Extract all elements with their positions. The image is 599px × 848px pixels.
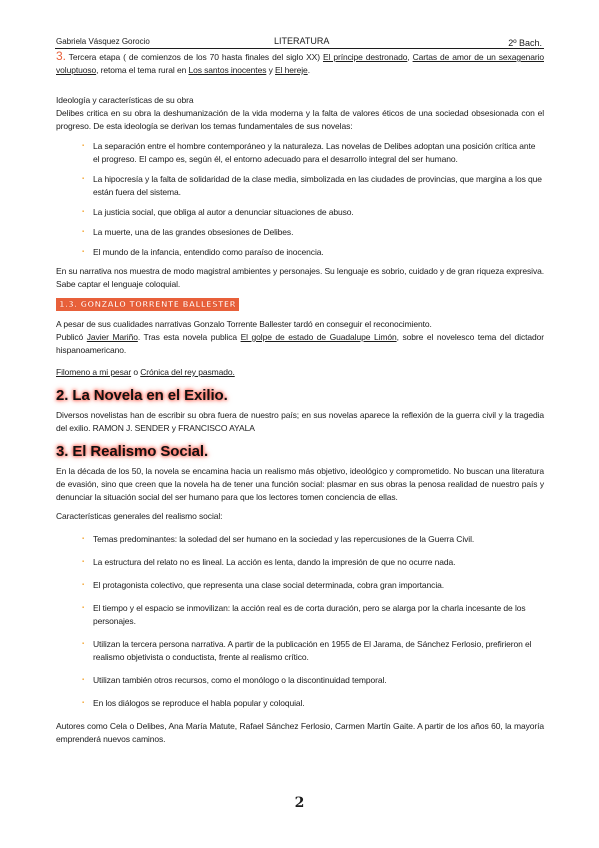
tercera-etapa-paragraph: [56, 50, 544, 77]
list-item: ▪ La separación entre el hombre contemporáneo y la naturaleza. Las novelas de Delibes adoptan una posición crítica ante el progreso. El campo es, según él, el entorno adecuado para el desarrollo integral del ser humano.: [56, 140, 544, 166]
text-run: , sobre el novelesco tema del dictador hispanoamericano.: [56, 332, 544, 355]
etapa-number: 3.: [56, 49, 66, 63]
torrente-heading: 1.3. GONZALO TORRENTE BALLESTER: [56, 298, 239, 311]
header-course: 2º Bach.: [508, 38, 542, 48]
separator: y: [266, 65, 276, 75]
ideologia-list: [56, 140, 544, 259]
header-subject: LITERATURA: [274, 36, 330, 46]
list-item: ▪ El tiempo y el espacio se inmovilizan: la acción real es de corta duración, pero se alarga por la charla incesante de los personajes.: [56, 602, 544, 628]
work-title: El príncipe destronado: [322, 52, 408, 62]
work-title: Crónica del rey pasmado.: [140, 367, 235, 377]
exilio-text: Diversos novelistas han de escribir su obra fuera de nuestro país; en sus novelas aparece la reflexión de la guerra civil y la tragedia del exilio. RAMON J. SENDER y FRANCISCO AYALA: [56, 410, 544, 433]
ideologia-intro: Delibes critica en su obra la deshumanización de la vida moderna y la falta de valores éticos de una sociedad obsesionada con el progreso. De esta ideología se derivan los temas fundamentales de sus novelas:: [56, 108, 544, 131]
list-item: ▪ El protagonista colectivo, que representa una clase social determinada, cobra gran importancia.: [56, 579, 544, 592]
text-run: o: [131, 367, 141, 377]
text-run: Publicó: [56, 332, 87, 342]
page-content: [56, 50, 544, 746]
realismo-closing: Autores como Cela o Delibes, Ana María Matute, Rafael Sánchez Ferlosio, Carmen Martín Gaite. A partir de los años 60, la mayoría emprenderá nuevos caminos.: [56, 721, 544, 744]
list-item: ▪ El mundo de la infancia, entendido como paraíso de inocencia.: [56, 246, 544, 259]
list-item: ▪ En los diálogos se reproduce el habla popular y coloquial.: [56, 697, 544, 710]
torrente-p1: A pesar de sus cualidades narrativas Gonzalo Torrente Ballester tardó en conseguir el reconocimiento.: [56, 319, 432, 329]
realismo-intro: En la década de los 50, la novela se encamina hacia un realismo más objetivo, ideológico y comprometido. No buscan una literatura de evasión, sino que creen que la novela ha de tener una función social: plasmar en sus obras la penosa realidad de nuestro país y denunciar la situación social del ser humano para que los lectores tomen conciencia de ellas.: [56, 466, 544, 502]
work-title: Cartas de amor de un sexagenario voluptuoso: [56, 52, 544, 75]
separator: ,: [407, 52, 413, 62]
page-number: 2: [294, 795, 305, 811]
torrente-p2: [56, 331, 544, 357]
text-run: . Tras esta novela publica: [137, 332, 241, 342]
work-title: Filomeno a mi pesar: [56, 367, 132, 377]
work-title: Los santos inocentes: [188, 65, 267, 75]
work-title: Javier Mariño: [86, 332, 138, 342]
header-rule: [55, 48, 544, 49]
separator: .: [307, 65, 310, 75]
work-title: El golpe de estado de Guadalupe Limón: [240, 332, 397, 342]
list-item: ▪ La justicia social, que obliga al autor a denunciar situaciones de abuso.: [56, 206, 544, 219]
realismo-heading: 3. El Realismo Social.: [56, 443, 209, 460]
ideologia-heading: Ideología y características de su obra: [56, 95, 194, 105]
torrente-p3: [56, 366, 544, 379]
list-item: ▪ La hipocresía y la falta de solidaridad de la clase media, simbolizada en las ciudades de provincias, que margina a los que están fuera del sistema.: [56, 173, 544, 199]
etapa-lead: Tercera etapa ( de comienzos de los 70 hasta finales del siglo XX): [65, 52, 323, 62]
list-item: ▪ La estructura del relato no es lineal. La acción es lenta, dando la impresión de que no ocurre nada.: [56, 556, 544, 569]
realismo-list: [56, 533, 544, 710]
list-item: ▪ Utilizan también otros recursos, como el monólogo o la discontinuidad temporal.: [56, 674, 544, 687]
separator: , retoma el tema rural en: [96, 65, 189, 75]
list-item: ▪ Temas predominantes: la soledad del ser humano en la sociedad y las repercusiones de la Guerra Civil.: [56, 533, 544, 546]
list-item: ▪ La muerte, una de las grandes obsesiones de Delibes.: [56, 226, 544, 239]
work-title: El hereje: [275, 65, 308, 75]
realismo-caract: Características generales del realismo social:: [56, 511, 223, 521]
header-author: Gabriela Vásquez Gorocio: [56, 37, 150, 46]
list-item: ▪ Utilizan la tercera persona narrativa. A partir de la publicación en 1955 de El Jarama, de Sánchez Ferlosio, prefirieron el realismo objetivista o conductista, frente al realismo crítico.: [56, 638, 544, 664]
exilio-heading: 2. La Novela en el Exilio.: [56, 387, 228, 404]
ideologia-closing: En su narrativa nos muestra de modo magistral ambientes y personajes. Su lenguaje es sobrio, cuidado y de gran riqueza expresiva. Sabe captar el lenguaje coloquial.: [56, 266, 544, 289]
